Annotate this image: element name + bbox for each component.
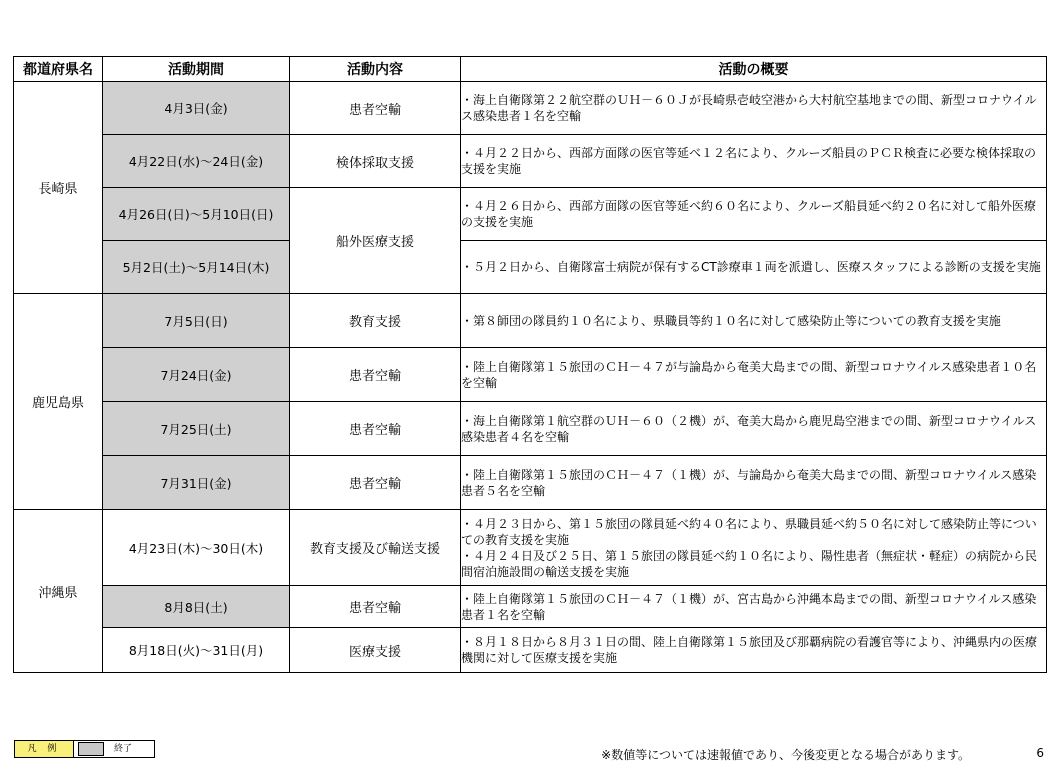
summary-cell: ・陸上自衛隊第１５旅団のＣＨ－４７が与論島から奄美大島までの間、新型コロナウイルス感染患者１０名を空輸	[461, 348, 1047, 402]
summary-cell: ・海上自衛隊第２２航空群のＵＨ－６０Ｊが長崎県壱岐空港から大村航空基地までの間、新型コロナウイルス感染患者１名を空輸	[461, 82, 1047, 135]
summary-cell: ・８月１８日から８月３１日の間、陸上自衛隊第１５旅団及び那覇病院の看護官等により、沖縄県内の医療機関に対して医療支援を実施	[461, 628, 1047, 673]
summary-cell: ・４月２２日から、西部方面隊の医官等延べ１２名により、クルーズ船員のＰＣＲ検査に必要な検体採取の支援を実施	[461, 135, 1047, 188]
content-cell: 患者空輸	[290, 456, 461, 510]
table-row	[14, 188, 1047, 241]
table-row	[14, 402, 1047, 456]
content-cell: 教育支援	[290, 294, 461, 348]
period-cell: 7月31日(金)	[103, 456, 290, 510]
table-row	[14, 456, 1047, 510]
summary-cell: ・４月２３日から、第１５旅団の隊員延べ約４０名により、県職員延べ約５０名に対して感染防止等についての教育支援を実施 ・４月２４日及び２５日、第１５旅団の隊員延べ約１０名により、陽性患者（無症状・軽症）の病院から民間宿泊施設間の輸送支援を実施	[461, 510, 1047, 586]
period-cell: 8月18日(火)～31日(月)	[103, 628, 290, 673]
table-row	[14, 510, 1047, 586]
header-period: 活動期間	[103, 57, 290, 82]
content-cell: 患者空輸	[290, 586, 461, 628]
footnote: ※数値等については速報値であり、今後変更となる場合があります。	[601, 748, 970, 762]
content-cell: 患者空輸	[290, 82, 461, 135]
table-row	[14, 628, 1047, 673]
table-row	[14, 241, 1047, 294]
period-cell: 7月5日(日)	[103, 294, 290, 348]
summary-cell: ・５月２日から、自衛隊富士病院が保有するCT診療車１両を派遣し、医療スタッフによる診断の支援を実施	[461, 241, 1047, 294]
page-number: 6	[1036, 746, 1044, 760]
header-row	[14, 57, 1047, 82]
period-cell: 7月24日(金)	[103, 348, 290, 402]
period-cell: 8月8日(土)	[103, 586, 290, 628]
table-row	[14, 586, 1047, 628]
header-prefecture: 都道府県名	[14, 57, 103, 82]
legend-label: 凡 例	[15, 741, 74, 757]
content-cell: 教育支援及び輸送支援	[290, 510, 461, 586]
summary-cell: ・海上自衛隊第１航空群のＵＨ－６０（２機）が、奄美大島から鹿児島空港までの間、新型コロナウイルス感染患者４名を空輸	[461, 402, 1047, 456]
header-content: 活動内容	[290, 57, 461, 82]
prefecture-cell: 沖縄県	[14, 510, 103, 673]
legend-completed-swatch	[78, 742, 104, 756]
table-row	[14, 135, 1047, 188]
period-cell: 5月2日(土)～5月14日(木)	[103, 241, 290, 294]
table-row	[14, 348, 1047, 402]
summary-cell: ・陸上自衛隊第１５旅団のＣＨ－４７（１機）が、与論島から奄美大島までの間、新型コロナウイルス感染患者５名を空輸	[461, 456, 1047, 510]
table-row	[14, 82, 1047, 135]
summary-cell: ・陸上自衛隊第１５旅団のＣＨ－４７（１機）が、宮古島から沖縄本島までの間、新型コロナウイルス感染患者１名を空輸	[461, 586, 1047, 628]
content-cell: 患者空輸	[290, 402, 461, 456]
period-cell: 4月3日(金)	[103, 82, 290, 135]
content-cell: 検体採取支援	[290, 135, 461, 188]
period-cell: 4月23日(木)～30日(木)	[103, 510, 290, 586]
legend	[14, 740, 155, 758]
content-cell: 船外医療支援	[290, 188, 461, 294]
summary-cell: ・４月２６日から、西部方面隊の医官等延べ約６０名により、クルーズ船員延べ約２０名に対して船外医療の支援を実施	[461, 188, 1047, 241]
period-cell: 4月22日(水)～24日(金)	[103, 135, 290, 188]
period-cell: 7月25日(土)	[103, 402, 290, 456]
legend-completed-text: 終了	[114, 744, 133, 754]
activity-table	[13, 56, 1047, 673]
period-cell: 4月26日(日)～5月10日(日)	[103, 188, 290, 241]
prefecture-cell: 長崎県	[14, 82, 103, 294]
content-cell: 患者空輸	[290, 348, 461, 402]
prefecture-cell: 鹿児島県	[14, 294, 103, 510]
header-summary: 活動の概要	[461, 57, 1047, 82]
summary-cell: ・第８師団の隊員約１０名により、県職員等約１０名に対して感染防止等についての教育支援を実施	[461, 294, 1047, 348]
table-row	[14, 294, 1047, 348]
content-cell: 医療支援	[290, 628, 461, 673]
